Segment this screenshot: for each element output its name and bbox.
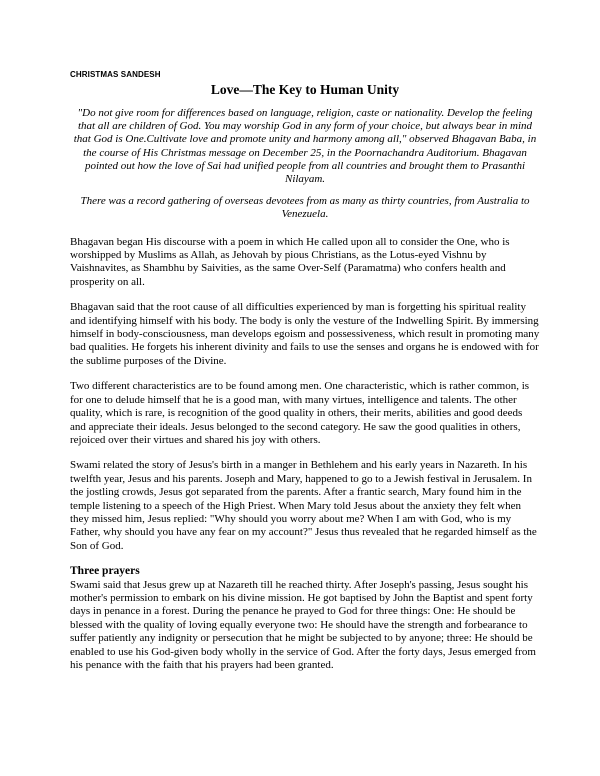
body-paragraph-2: Bhagavan said that the root cause of all difficulties experienced by man is forgetting his spiritual reality and identifying himself with his body. The body is only the vesture of the Indwelling Spirit. By immersing himself in body-consciousness, man develops egoism and possessiveness, which result in promoting many bad qualities. He forgets his inherent divinity and fails to use the senses and organs he is endowed with for the sublime purposes of the Divine. bbox=[70, 301, 540, 367]
page-title: Love—The Key to Human Unity bbox=[210, 82, 400, 97]
section-heading-three-prayers: Three prayers bbox=[70, 565, 140, 578]
body-paragraph-4: Swami related the story of Jesus's birth in a manger in Bethlehem and his early years in Nazareth. In his twelfth year, Jesus and his parents. Joseph and Mary, happened to go to a Jewish festival in Jerusalem. In the jostling crowds, Jesus got separated from the parents. After a frantic search, Mary found him in the temple listening to a speech of the High Priest. When Mary told Jesus about the anxiety they felt when they missed him, Jesus replied: "Why should you worry about me? When I am with God, who is my Father, why should you have any fear on my account?" Jesus thus revealed that he regarded himself as the Son of God. bbox=[70, 459, 537, 552]
lead-gathering-paragraph: There was a record gathering of overseas devotees from as many as thirty countries, from Australia to Venezuela. bbox=[80, 195, 530, 221]
body-paragraph-1: Bhagavan began His discourse with a poem in which He called upon all to consider the One, who is worshipped by Muslims as Allah, as Jehovah by pious Christians, as the Lotus-eyed Vishnu by Vaishnavites, as Shambhu by Saivities, as the same Over-Self (Paramatma) who confers health and prosperity on all. bbox=[70, 235, 510, 288]
body-paragraph-3: Two different characteristics are to be found among men. One characteristic, which is rather common, is for one to delude himself that he is a good man, with many virtues, intelligence and talents. The other quality, which is rare, is recognition of the good quality in others, their merits, abilities and good deeds and appreciate their ideals. Jesus belonged to the second category. He saw the good qualities in others, rejoiced over their virtues and shared his joy with others. bbox=[70, 380, 530, 446]
lead-quote-paragraph: "Do not give room for differences based on language, religion, caste or nationality. Develop the feeling that all are children of God. You may worship God in any form of your choice, but always bear in mind that God is One.Cultivate love and promote unity and harmony among all," observed Bhagavan Baba, in the course of His Christmas message on December 25, in the Poornachandra Auditorium. Bhagavan pointed out how the love of Sai had unified people from all countries and brought them to Prasanthi Nilayam. bbox=[73, 107, 537, 186]
section-kicker: CHRISTMAS SANDESH bbox=[70, 70, 161, 79]
section-paragraph-three-prayers: Swami said that Jesus grew up at Nazareth till he reached thirty. After Joseph's passing, Jesus sought his mother's permission to embark on his divine mission. He got baptised by John the Baptist and spent forty days in penance in a forest. During the penance he prayed to God for three things: One: He should be blessed with the quality of loving equally everyone two: He should have the strength and forbearance to suffer patiently any indignity or persecution that he might be subjected to by anyone; three: He should be enabled to use his God-given body wholly in the service of God. After the forty days, Jesus emerged from his penance with the faith that his prayers had been granted. bbox=[70, 578, 536, 671]
document-page bbox=[70, 70, 540, 684]
